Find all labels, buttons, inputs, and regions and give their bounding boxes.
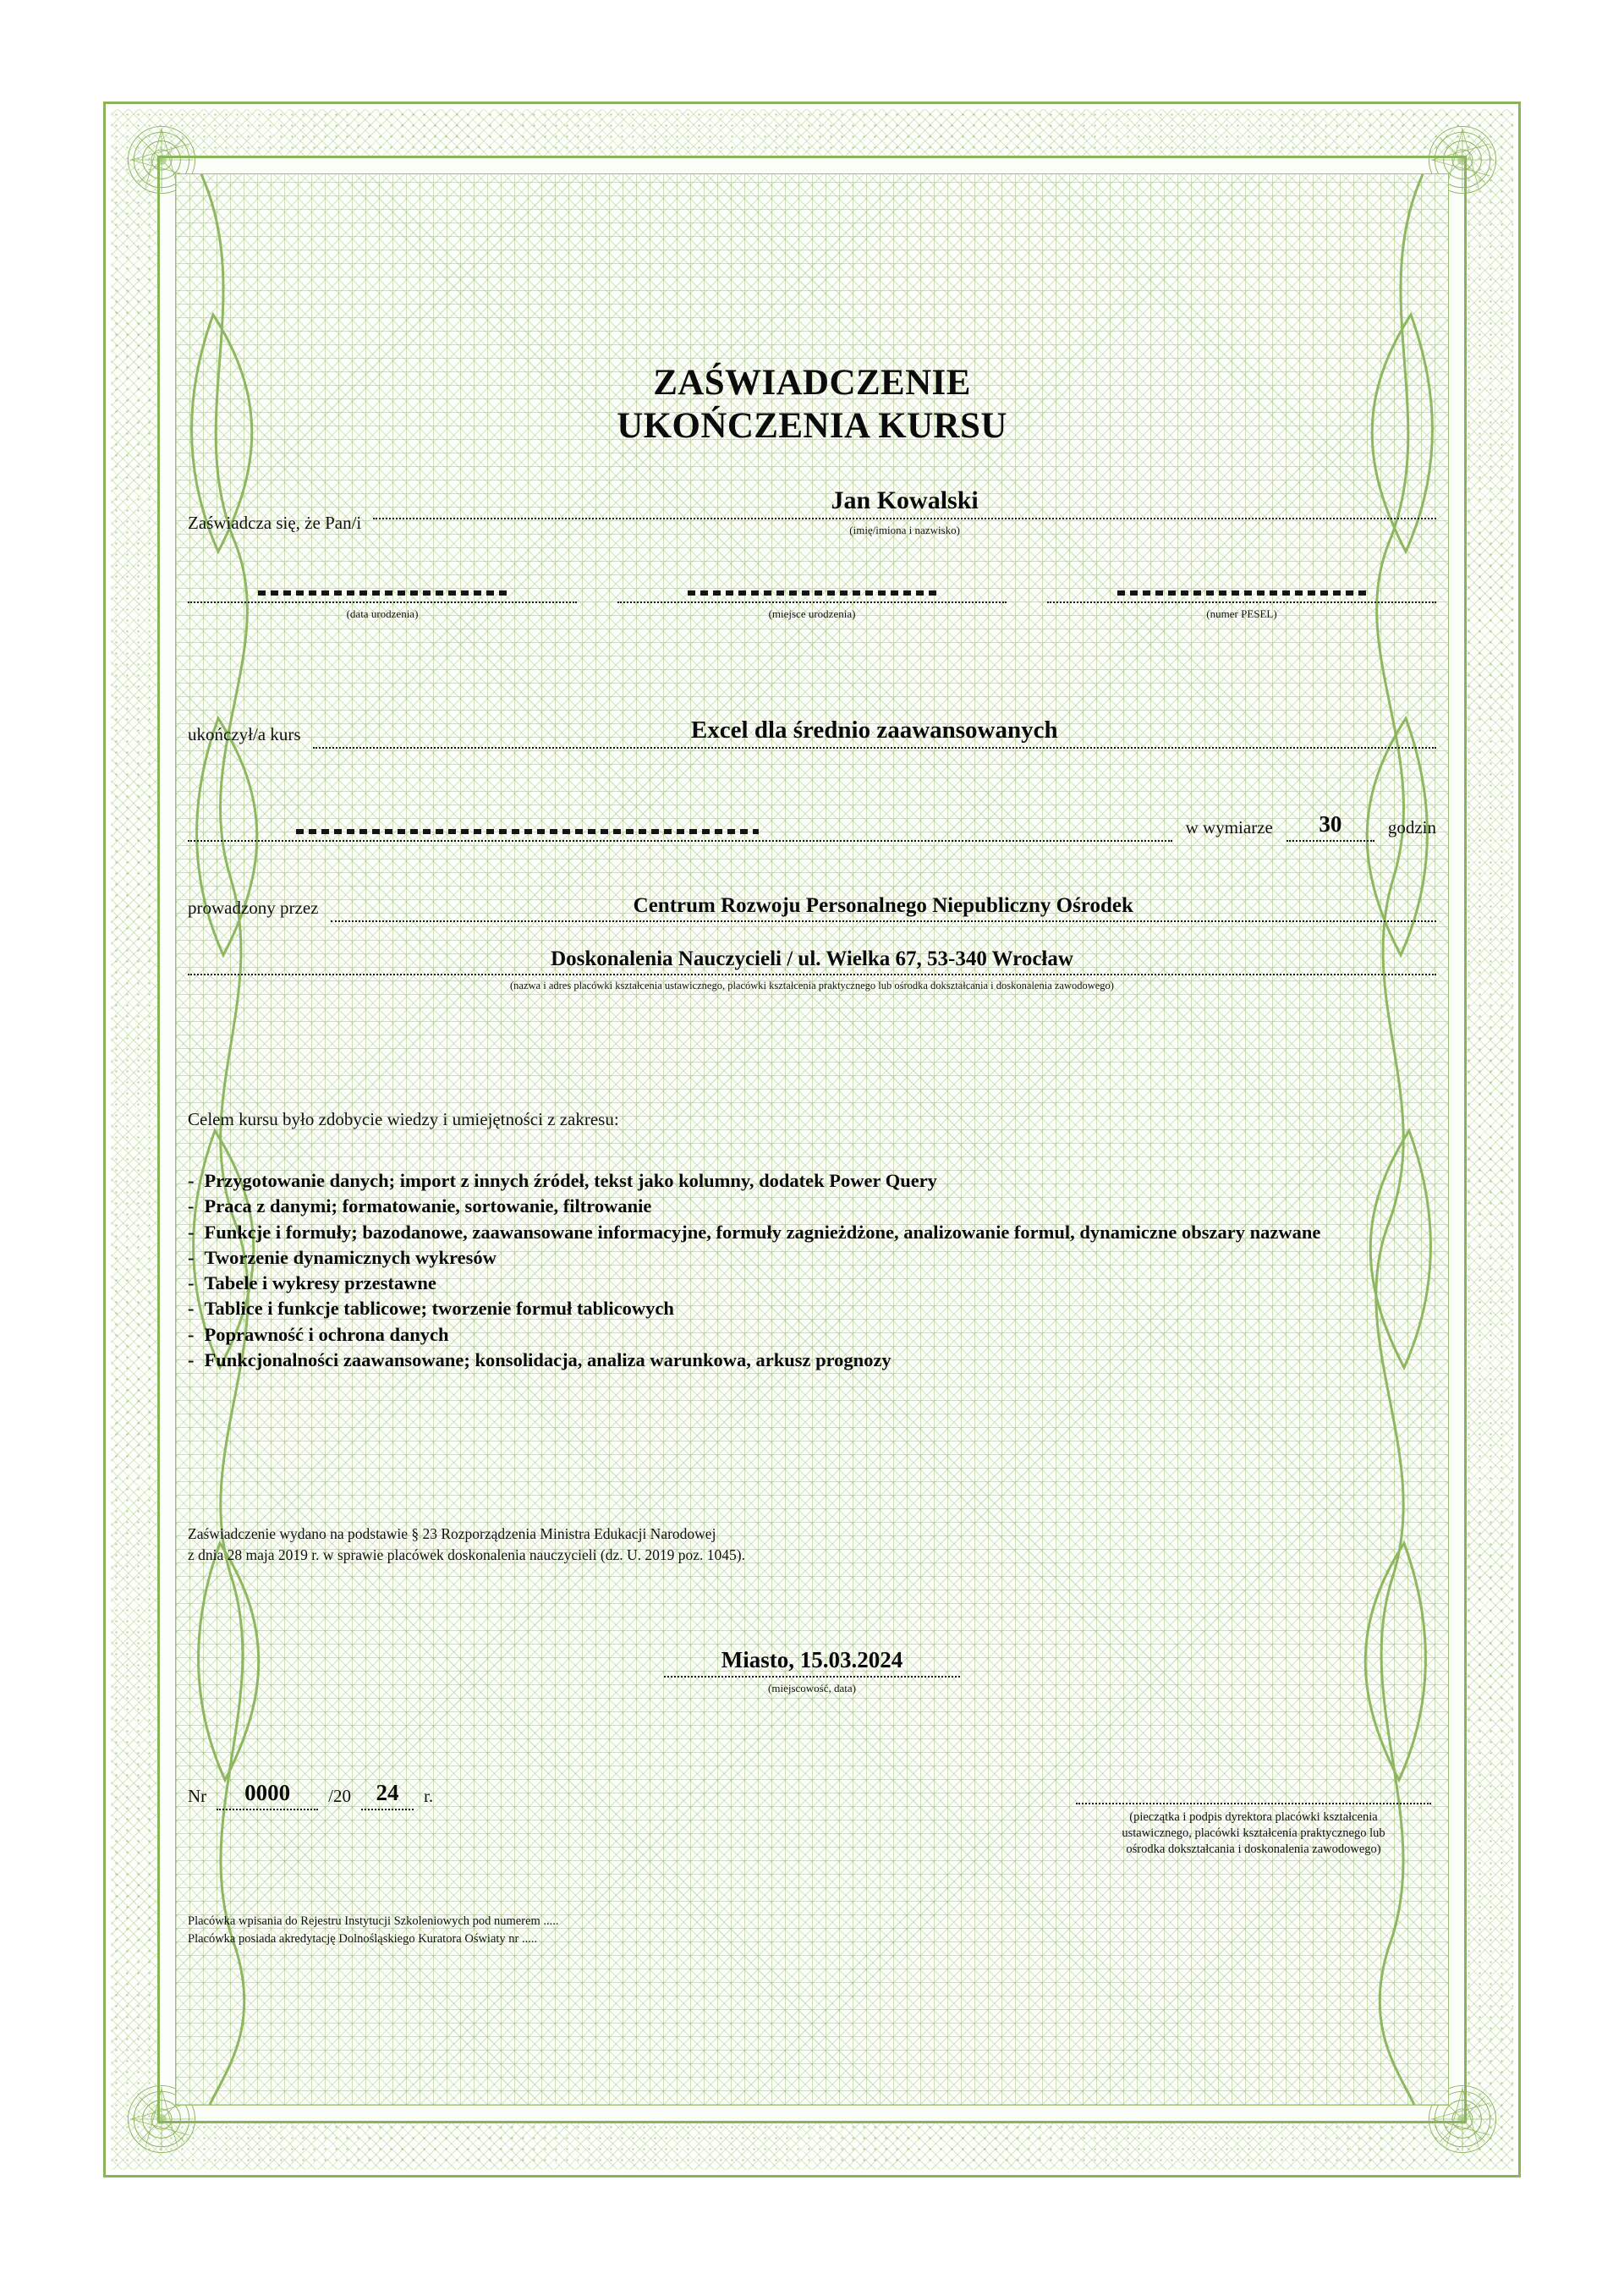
provider-address-field[interactable] [188,947,1436,975]
issue-place-date-field[interactable] [664,1647,960,1678]
list-item-text: Praca z danymi; formatowanie, sortowanie, filtrowanie [204,1195,652,1217]
identity-row [176,601,1448,621]
course-name-value: Excel dla średnio zaawansowanych [690,717,1058,744]
hours-unit-label: godzin [1387,817,1436,837]
recipient-name-field[interactable] [373,486,1436,519]
recipient-name-caption: (imię/imiona i nazwisko) [849,524,960,536]
pesel-field[interactable] [1047,601,1436,603]
course-name-row [176,717,1448,749]
certificate-year-value: 24 [376,1780,399,1805]
birth-date-caption: (data urodzenia) [346,607,419,620]
legal-basis-text [188,1524,745,1567]
list-item [188,1194,1431,1218]
list-item [188,1168,1431,1193]
birth-place-field[interactable] [617,601,1007,603]
birth-date-placeholder-dashes [258,590,507,596]
hours-field[interactable] [1287,811,1374,842]
recipient-intro-label: Zaświadcza się, że Pan/i [188,513,362,533]
legal-line-1: Zaświadczenie wydano na podstawie § 23 Rozporządzenia Ministra Edukacji Narodowej [188,1525,716,1542]
number-prefix-label: Nr [188,1786,207,1806]
pesel-placeholder-dashes [1117,590,1366,596]
bullet-marker: - [188,1170,195,1191]
issue-place-date-caption: (miejscowość, data) [768,1682,856,1694]
list-item [188,1296,1431,1321]
list-item [188,1348,1431,1372]
bullet-marker: - [188,1195,195,1217]
bullet-marker: - [188,1272,195,1293]
list-item [188,1322,1431,1347]
scope-intro-label: Celem kursu było zdobycie wiedzy i umiejętności z zakresu: [188,1109,619,1129]
registry-footnote [188,1913,559,1948]
bullet-marker: - [188,1323,195,1345]
title-line-2: UKOŃCZENIA KURSU [617,405,1007,446]
provider-name-field[interactable] [331,894,1436,922]
scope-list [188,1168,1431,1373]
course-extra-line-field[interactable] [188,840,1172,842]
recipient-name-value: Jan Kowalski [831,486,979,514]
signature-caption-line-2: ustawicznego, placówki kształcenia praktycznego lub [1122,1826,1385,1841]
course-completed-label: ukończył/a kurs [188,724,301,744]
certificate-content [176,174,1448,2105]
signature-caption-line-3: ośrodka dokształcania i doskonalenia zawodowego) [1126,1842,1381,1857]
title-line-1: ZAŚWIADCZENIE [653,363,971,403]
provider-line1-value: Centrum Rozwoju Personalnego Niepubliczny Ośrodek [633,894,1133,917]
certificate-serial-value: 0000 [244,1780,291,1805]
provider-row-1 [176,894,1448,922]
provider-caption: (nazwa i adres placówki kształcenia ustawicznego, placówki kształcenia praktycznego lub ośrodka dokształcania i doskonalenia zawodowego) [510,980,1114,991]
birth-place-placeholder-dashes [688,590,936,596]
signature-field[interactable] [1076,1803,1431,1804]
list-item-text: Przygotowanie danych; import z innych źródeł, tekst jako kolumny, dodatek Power Query [204,1170,937,1191]
scope-intro-row [176,1109,1448,1130]
list-item [188,1245,1431,1270]
number-separator-label: /20 [328,1786,352,1806]
list-item-text: Tablice i funkcje tablicowe; tworzenie formuł tablicowych [204,1298,674,1320]
list-item [188,1271,1431,1295]
bullet-marker: - [188,1246,195,1268]
bullet-marker: - [188,1221,195,1243]
list-item-text: Poprawność i ochrona danych [204,1323,449,1345]
list-item-text: Funkcje i formuły; bazodanowe, zaawansowane informacyjne, formuły zagnieżdżone, analizowanie formul, dynamiczne obszary nazwane [204,1221,1321,1243]
registry-line-2: Placówka posiada akredytację Dolnośląskiego Kuratora Oświaty nr ..... [188,1932,538,1947]
legal-line-2: z dnia 28 maja 2019 r. w sprawie placówek doskonalenia nauczycieli (dz. U. 2019 poz. 1045). [188,1546,745,1564]
registry-line-1: Placówka wpisania do Rejestru Instytucji Szkoleniowych pod numerem ..... [188,1914,559,1928]
birth-place-caption: (miejsce urodzenia) [768,607,856,620]
list-item-text: Funkcjonalności zaawansowane; konsolidacja, analiza warunkowa, arkusz prognozy [204,1348,892,1370]
course-hours-row [176,811,1448,842]
recipient-row [176,486,1448,537]
pesel-caption: (numer PESEL) [1206,607,1277,620]
signature-caption-line-1: (pieczątka i podpis dyrektora placówki kształcenia [1129,1810,1378,1824]
number-year-unit-label: r. [424,1786,434,1806]
signature-row [176,1803,1448,1858]
provider-row-2 [176,947,1448,992]
list-item-text: Tworzenie dynamicznych wykresów [204,1246,497,1268]
course-name-field[interactable] [313,717,1436,749]
provider-label: prowadzony przez [188,898,319,918]
birth-date-field[interactable] [188,601,577,603]
page-title [176,362,1448,448]
issue-place-date-row [176,1647,1448,1695]
bullet-marker: - [188,1348,195,1370]
bullet-marker: - [188,1298,195,1320]
list-item-text: Tabele i wykresy przestawne [204,1272,436,1293]
course-extra-placeholder-dashes [296,829,759,834]
hours-value: 30 [1319,811,1342,837]
hours-label: w wymiarze [1185,817,1273,837]
list-item [188,1220,1431,1244]
signature-caption [1076,1809,1431,1858]
issue-place-date-value: Miasto, 15.03.2024 [721,1647,903,1672]
provider-line2-value: Doskonalenia Nauczycieli / ul. Wielka 67, 53-340 Wrocław [551,947,1073,970]
